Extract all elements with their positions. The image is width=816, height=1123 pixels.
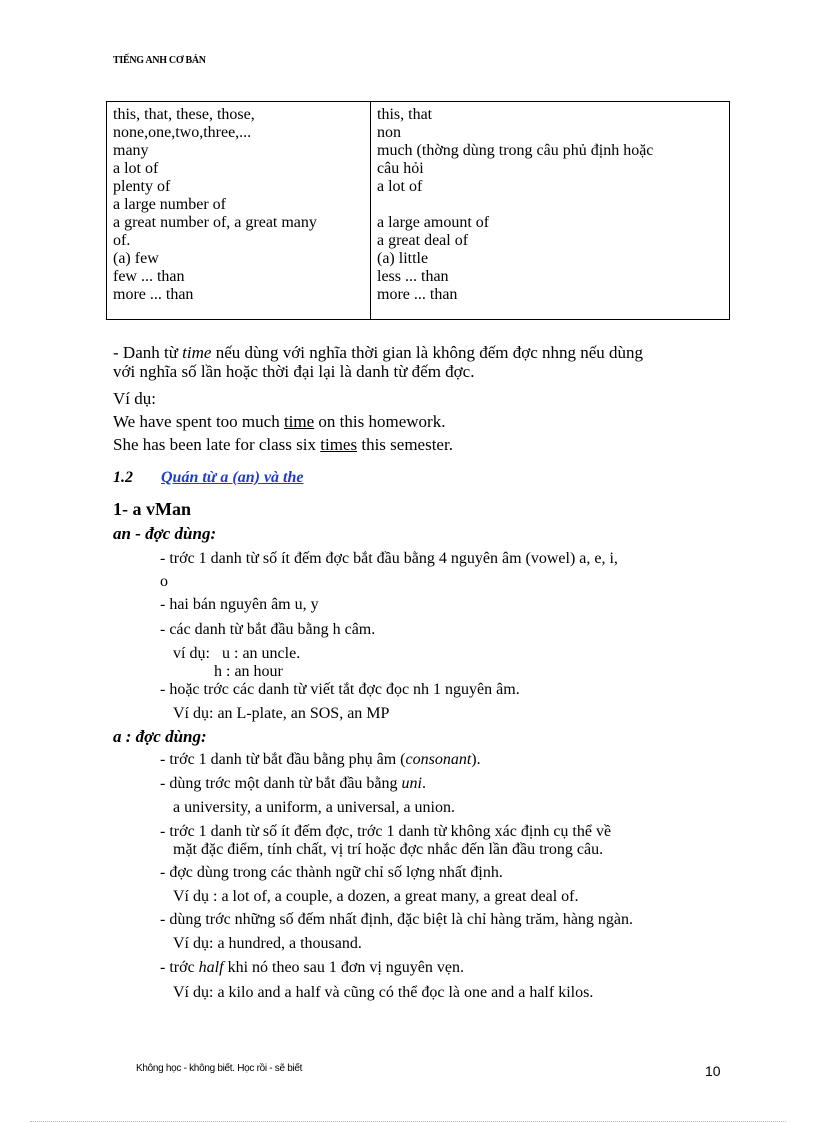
- table-cell-line: non: [377, 124, 401, 141]
- list-item: o: [160, 573, 168, 590]
- table-cell-line: of.: [113, 232, 131, 249]
- countable-column: [107, 102, 371, 320]
- example-text: a university, a uniform, a universal, a union.: [173, 799, 455, 816]
- table-cell-line: none,one,two,three,...: [113, 124, 252, 141]
- table-cell-line: many: [113, 142, 149, 159]
- table-cell-line: more ... than: [113, 286, 194, 303]
- example-label: Ví dụ:: [113, 389, 156, 408]
- table-cell-line: few ... than: [113, 268, 185, 285]
- subheading: 1- a vMan: [113, 499, 191, 519]
- table-cell-line: much (thờng dùng trong câu phủ định hoặc: [377, 142, 654, 159]
- example-sentence: We have spent too much time on this homework.: [113, 412, 446, 431]
- list-item: - trớc 1 danh từ số ít đếm đợc bắt đầu bằng 4 nguyên âm (vowel) a, e, i,: [160, 550, 618, 567]
- table-cell-line: plenty of: [113, 178, 171, 195]
- a-usage-heading: a : đợc dùng:: [113, 727, 207, 746]
- paragraph-line: - Danh từ time nếu dùng với nghĩa thời gian là không đếm đợc nhng nếu dùng: [113, 343, 644, 362]
- an-usage-heading: an - đợc dùng:: [113, 524, 217, 543]
- paragraph-line: với nghĩa số lần hoặc thời đại lại là danh từ đếm đợc.: [113, 362, 475, 381]
- list-item: - hai bán nguyên âm u, y: [160, 596, 319, 613]
- underlined-word: time: [283, 412, 315, 431]
- table-cell-line: a lot of: [377, 178, 423, 195]
- emphasized-word: consonant: [405, 751, 472, 768]
- table-cell-line: this, that, these, those,: [113, 106, 255, 123]
- example-text: Ví dụ: a kilo and a half và cũng có thể đọc là one and a half kilos.: [173, 984, 594, 1001]
- list-item-continuation: mặt đặc điểm, tính chất, vị trí hoặc đợc nhắc đến lần đầu trong câu.: [173, 841, 604, 858]
- table-cell-line: a great deal of: [377, 232, 469, 249]
- example-text: Ví dụ: an L-plate, an SOS, an MP: [173, 705, 390, 722]
- underlined-word: times: [320, 435, 358, 454]
- list-item: - trớc 1 danh từ số ít đếm đợc, trớc 1 danh từ không xác định cụ thể về: [160, 823, 612, 840]
- uncountable-column: [371, 102, 730, 320]
- table-cell-line: (a) few: [113, 250, 159, 267]
- table-cell-line: a large amount of: [377, 214, 490, 231]
- table-cell-line: câu hỏi: [377, 160, 424, 177]
- table-cell-line: less ... than: [377, 268, 449, 285]
- list-item: - trớc 1 danh từ bắt đầu bằng phụ âm (consonant).: [160, 751, 481, 768]
- vocab-table: [106, 101, 730, 320]
- example-text: u : an uncle.: [222, 645, 301, 662]
- table-cell-line: (a) little: [377, 250, 429, 267]
- footer-motto: Không học - không biết. Học rồi - sẽ biết: [136, 1063, 303, 1074]
- table-cell-line: a large number of: [113, 196, 226, 213]
- example-text: Ví dụ : a lot of, a couple, a dozen, a great many, a great deal of.: [173, 888, 579, 905]
- section-number: 1.2: [113, 469, 133, 486]
- example-label: ví dụ:: [173, 645, 210, 662]
- list-item: - hoặc trớc các danh từ viết tắt đợc đọc nh 1 nguyên âm.: [160, 681, 520, 698]
- section-title-link[interactable]: Quán từ a (an) và the: [161, 469, 304, 486]
- list-item: - dùng trớc những số đếm nhất định, đặc biệt là chỉ hàng trăm, hàng ngàn.: [160, 911, 634, 928]
- section-heading: [113, 469, 303, 487]
- list-item: - đợc dùng trong các thành ngữ chỉ số lợng nhất định.: [160, 864, 503, 881]
- page-number: 10: [705, 1063, 721, 1079]
- example-text: Ví dụ: a hundred, a thousand.: [173, 935, 362, 952]
- list-item: - các danh từ bắt đầu bằng h câm.: [160, 621, 376, 638]
- page-bottom-rule: [30, 1121, 786, 1122]
- table-cell-line: more ... than: [377, 286, 458, 303]
- example-sentence: She has been late for class six times this semester.: [113, 435, 453, 454]
- list-item: - dùng trớc một danh từ bắt đầu bằng uni.: [160, 775, 426, 792]
- time-paragraph: [113, 343, 723, 381]
- running-header: TIẾNG ANH CƠ BẢN: [113, 55, 206, 66]
- table-cell-line: a great number of, a great many: [113, 214, 317, 231]
- list-item: - trớc half khi nó theo sau 1 đơn vị nguyên vẹn.: [160, 959, 464, 976]
- table-cell-line: this, that: [377, 106, 433, 123]
- emphasized-word: uni: [401, 775, 422, 792]
- table-cell-line: a lot of: [113, 160, 159, 177]
- example-text: h : an hour: [214, 663, 283, 680]
- emphasized-word: time: [182, 343, 212, 362]
- table-cell-line: [377, 196, 723, 214]
- emphasized-word: half: [198, 959, 224, 976]
